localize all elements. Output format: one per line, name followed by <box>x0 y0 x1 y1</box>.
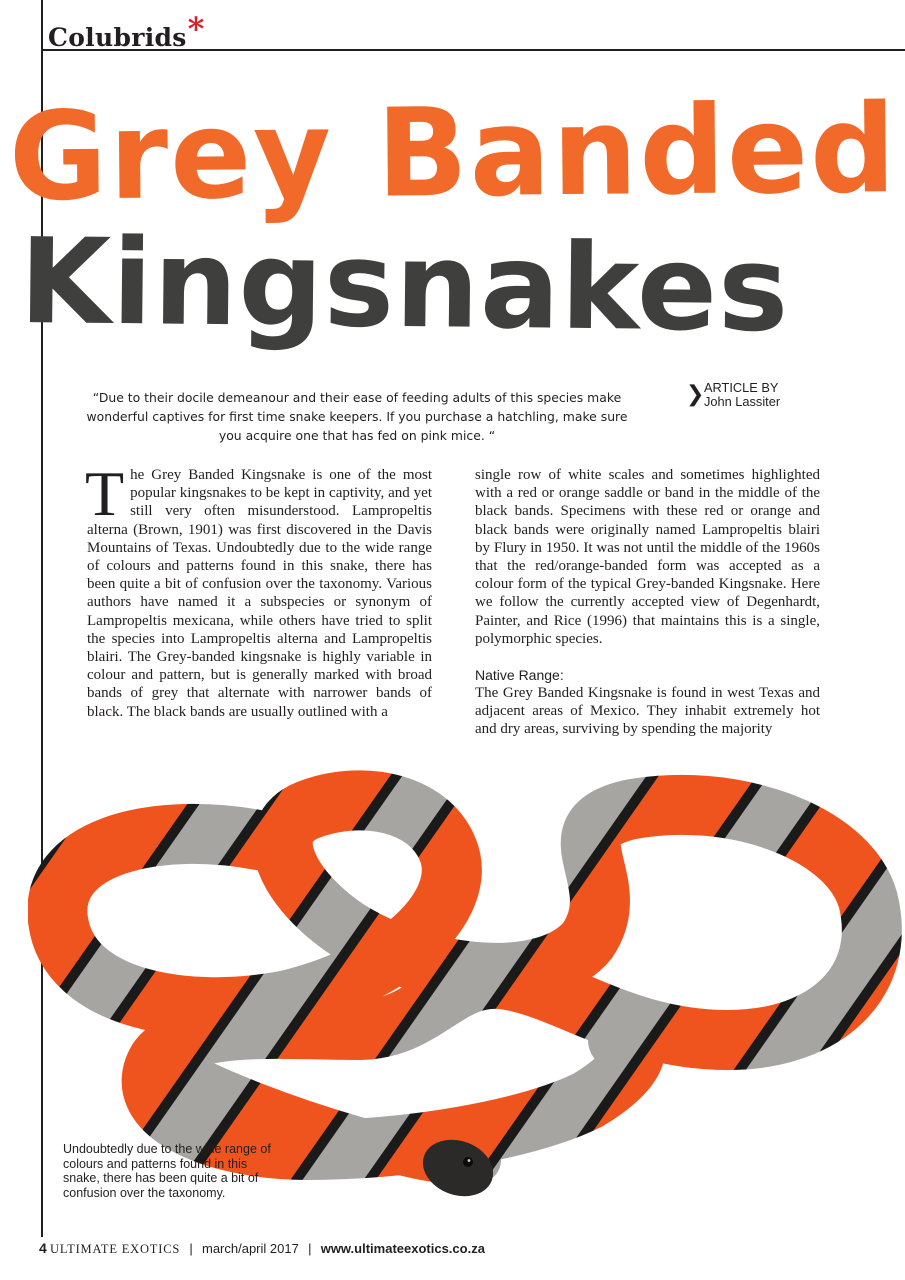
subheading-native-range: Native Range: <box>475 667 564 684</box>
photo-caption: Undoubtedly due to the wide range of colours and patterns found in this snake, there has been quite a bit of confusion over the taxonomy. <box>63 1142 271 1200</box>
page-footer <box>39 1240 485 1257</box>
section-asterisk: * <box>187 10 205 48</box>
pull-quote: “Due to their docile demeanour and their ease of feeding adults of this species make wonderful captives for first time snake keepers. If you purchase a hatchling, make sure you acquire one that has fed on pink mice. “ <box>86 390 628 443</box>
website-link[interactable]: www.ultimateexotics.co.za <box>320 1241 485 1256</box>
article-body-right: single row of white scales and sometimes highlighted with a red or orange saddle or band in the middle of the black bands. Specimens with these red or orange and black bands were originally named Lampropeltis blairi by Flury in 1950. It was not until the middle of the 1960s that the red/orange-banded form was accepted as a colour form of the typical Grey-banded Kingsnake. Here we follow the currently accepted view of Degenhardt, Painter, and Rice (1996) that maintains this is a single, polymorphic species. <box>475 467 820 647</box>
footer-separator-2: | <box>308 1241 312 1256</box>
byline <box>686 381 780 409</box>
headline-line-2: Kingsnakes <box>18 211 791 359</box>
snake-body <box>57 800 872 1161</box>
drop-cap: T <box>85 458 125 529</box>
byline-label: ARTICLE BY <box>704 380 779 395</box>
article-column-left <box>85 458 432 721</box>
issue-date: march/april 2017 <box>201 1241 299 1256</box>
headline-line-1: Grey Banded <box>8 78 899 228</box>
byline-author: John Lassiter <box>704 394 781 409</box>
section-title: Colubrids <box>48 23 187 52</box>
article-column-right <box>475 466 820 739</box>
section-header <box>48 10 205 54</box>
native-range-text: The Grey Banded Kingsnake is found in west Texas and adjacent areas of Mexico. They inhabit extremely hot and dry areas, surviving by spending the majority <box>475 685 820 738</box>
article-body-left: he Grey Banded Kingsnake is one of the most popular kingsnakes to be kept in captivity, and yet still very often misunderstood. Lampropeltis alterna (Brown, 1901) was first discovered in the Davis Mountains of Texas. Undoubtedly due to the wide range of colours and patterns found in this snake, there has been quite a bit of confusion over the taxonomy. Various authors have named it a subspecies or synonym of Lampropeltis mexicana, while others have tried to split the species into Lampropeltis alterna and Lampropeltis blairi. The Grey-banded kingsnake is highly variable in colour and pattern, but is generally marked with broad bands of grey that alternate with narrower bands of black. The black bands are usually outlined with a <box>87 467 432 720</box>
footer-separator-1: | <box>189 1241 193 1256</box>
magazine-name: ULTIMATE EXOTICS <box>50 1242 181 1256</box>
page-number: 4 <box>39 1240 47 1256</box>
chevron-right-icon: ❯ <box>686 382 705 407</box>
snake-eye <box>463 1157 473 1167</box>
